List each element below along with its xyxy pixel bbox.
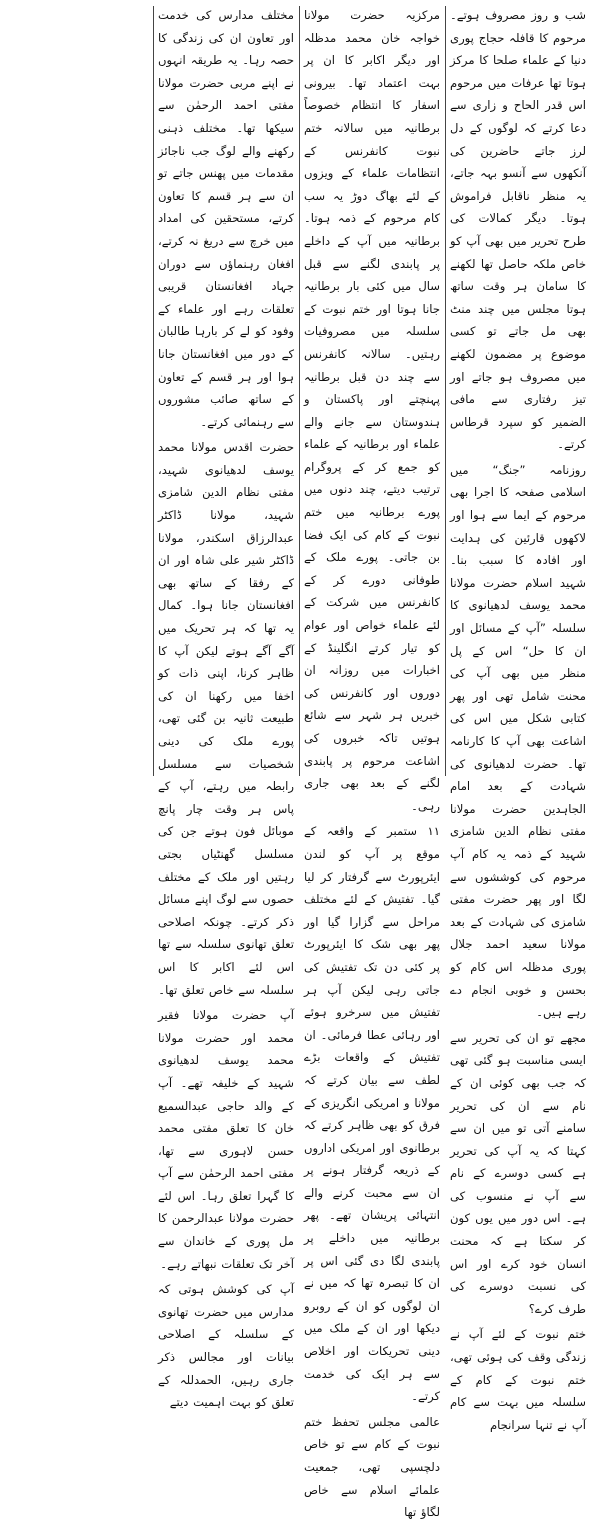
paragraph: عالمی مجلس تحفظ ختم نبوت کے کام سے تو خاص دلچسپی تھی، جمعیت علمائے اسلام سے خاص لگاؤ تھا bbox=[304, 1414, 440, 1520]
paragraph: آپ حضرت مولانا فقیر محمد اور حضرت مولانا محمد یوسف لدھیانوی شہید کے خلیفہ تھے۔ آپ کے والد حاجی عبدالسمیع خان کا تعلق مفتی محمد حسن لاہوری سے تھا، مفتی احمد الرحمٰن سے آپ کا گہرا تعلق رہا۔ اس لئے حضرت مولانا عبدالرحمن کا مل پوری کے خاندان سے آخر تک تعلقات نبھاتے رہے۔ bbox=[158, 1008, 294, 1271]
text-column-2 bbox=[304, 4, 440, 1520]
paragraph: شب و روز مصروف ہوتے۔ مرحوم کا قافلہ حجاج پوری دنیا کے علماء صلحا کا مرکز ہوتا تھا عرفات میں مرحوم اس قدر الحاح و زاری سے دعا کرتے کہ لوگوں کے دل لرز جاتے حاضرین کی آنکھوں سے آنسو بہہ جاتے، یہ منظر ناقابل فراموش ہوتا۔ دیگر کمالات کی طرح تحریر میں بھی آپ کو خاص ملکہ حاصل تھا لکھنے کا سامان ہر وقت ساتھ ہوتا مجلس میں چند منٹ بھی مل جاتے تو کسی موضوع پر مضمون لکھنے میں مصروف ہو جاتے اور تیز رفتاری سے مافی الضمیر کو سپرد قرطاس کرتے۔ bbox=[450, 8, 586, 452]
paragraph: ختم نبوت کے لئے آپ نے زندگی وقف کی ہوئی تھی، ختم نبوت کے کام کے سلسلہ میں بہت سے کام آپ نے تنہا سرانجام bbox=[450, 1327, 586, 1432]
text-column-1 bbox=[450, 4, 586, 1432]
column-divider bbox=[153, 6, 154, 776]
paragraph: روزنامہ ”جنگ“ میں اسلامی صفحہ کا اجرا بھی مرحوم کے ایما سے ہوا اور لاکھوں قارئین کی ہدایت اور افادہ کا سبب بنا۔ شہید اسلام حضرت مولانا محمد یوسف لدھیانوی کا سلسلہ ”آپ کے مسائل اور ان کا حل“ اس کے پل منظر میں بھی آپ کی محنت شامل تھی اور پھر کتابی شکل میں اس کی اشاعت بھی آپ کا کارنامہ تھا۔ حضرت لدھیانوی کی شہادت کے بعد امام الجاہدین حضرت مولانا مفتی نظام الدین شامزی شہید کے ذمہ یہ کام آپ مرحوم کی کوششوں سے لگا اور پھر حضرت مفتی شامزی کی شہادت کے بعد مولانا سعید احمد جلال پوری مدظلہ اس کام کو بحسن و خوبی انجام دے رہے ہیں۔ bbox=[450, 462, 586, 1020]
column-divider bbox=[299, 6, 300, 776]
text-column-4 bbox=[10, 4, 146, 778]
text-column-3 bbox=[158, 4, 294, 1410]
column-divider bbox=[445, 6, 446, 776]
paragraph: آپ کی کوشش ہوتی کہ مدارس میں حضرت تھانوی کے سلسلہ کے اصلاحی بیانات اور مجالس ذکر جاری رہیں، الحمدللہ کے تعلق کو بہت اہمیت دیتے bbox=[158, 1282, 294, 1410]
paragraph: حضرت اقدس مولانا محمد یوسف لدھیانوی شہید، مفتی نظام الدین شامزی شہید، مولانا ڈاکٹر عبدالرزاق اسکندر، مولانا ڈاکٹر شیر علی شاہ اور ان کے رفقا کے ساتھ بھی افغانستان جانا ہوا۔ کمال یہ تھا کہ ہر تحریک میں آگے آگے ہوتے لیکن آپ کا ظاہر کرنا، اپنی ذات کو اخفا میں رکھنا ان کی طبیعت ثانیہ بن گئی تھی، پورے ملک کی دینی شخصیات سے مسلسل رابطہ میں رہتے، آپ کے پاس ہر وقت چار پانچ موبائل فون ہوتے جن کی مسلسل گھنٹیاں بجتی رہتیں اور ملک کے مختلف حصوں سے لوگ اپنے مسائل ذکر کرتے۔ چونکہ اصلاحی تعلق تھانوی سلسلہ سے تھا اس لئے اکابر کا اس سلسلہ سے خاص تعلق تھا۔ bbox=[158, 440, 294, 997]
paragraph: مجھے تو ان کی تحریر سے ایسی مناسبت ہو گئی تھی کہ جب بھی کوئی ان کے نام سے ان کی تحریر سامنے آتی تو میں ان سے کہتا کہ یہ آپ کی تحریر ہے کسی دوسرے کے نام سے آپ نے منسوب کی ہے۔ اس دور میں یوں کون کر سکتا ہے کہ محنت انسان خود کرے اور اس کی نسبت دوسرے کی طرف کرے؟ bbox=[450, 1030, 586, 1316]
paragraph: مختلف مدارس کی خدمت اور تعاون ان کی زندگی کا حصہ رہا۔ یہ طریقہ انہوں نے اپنے مربی حضرت مولانا مفتی احمد الرحمٰن سے سیکھا تھا۔ مختلف ذہنی رکھنے والے لوگ جب ناجائز مقدمات میں پھنس جاتے تو ان سے ہر قسم کا تعاون کرتے، مستحقین کی امداد میں خرچ سے دریغ نہ کرتے، افغان رہنماؤں سے دوران جہاد افغانستان قریبی تعلقات رہے اور علماء کے وفود کو لے کر بارہا طالبان کے دور میں افغانستان جانا ہوا اور ہر قسم کے تعاون کے ساتھ صائب مشوروں سے رہنمائی کرتے۔ bbox=[158, 8, 294, 429]
paragraph: مرکزیہ حضرت مولانا خواجہ خان محمد مدظلہ اور دیگر اکابر کا ان پر بہت اعتماد تھا۔ بیرونی اسفار کا انتظام خصوصاً برطانیہ میں سالانہ ختم نبوت کانفرنس کے انتظامات علماء کے ویزوں کے لئے بھاگ دوڑ یہ سب کام مرحوم کے ذمہ ہوتا۔ برطانیہ میں آپ کے داخلے پر پابندی لگنے سے قبل سال میں کئی بار برطانیہ جانا ہوتا اور ختم نبوت کے سلسلہ میں مصروفیات رہتیں۔ سالانہ کانفرنس سے چند دن قبل برطانیہ پہنچتے اور پاکستان و ہندوستان سے جانے والے علماء اور برطانیہ کے علماء کو جمع کر کے پروگرام ترتیب دیتے، چند دنوں میں پورے برطانیہ میں ختم نبوت کے کام کی ایک فضا بن جاتی۔ پورے ملک کے طوفانی دورے کر کے کانفرنس میں شرکت کے لئے علماء خواص اور عوام کو تیار کرتے انگلینڈ کے اخبارات میں روزانہ ان دوروں اور کانفرنس کی خبریں ہر شہر سے شائع ہوتیں تاکہ خبروں کی اشاعت مرحوم پر پابندی لگنے کے بعد بھی جاری رہی۔ bbox=[304, 8, 440, 813]
paragraph: ۱۱ ستمبر کے واقعہ کے موقع پر آپ کو لندن ایئرپورٹ سے گرفتار کر لیا گیا۔ تفتیش کے لئے مختلف مراحل سے گزارا گیا اور پھر بھی شک کا ایئرپورٹ پر کئی دن تک تفتیش کی جاتی رہی لیکن آپ ہر تفتیش میں سرخرو ہوئے اور رہائی عطا فرمائی۔ ان تفتیش کے واقعات بڑے لطف سے بیان کرتے کہ مولانا و امریکی انگریزی کے فرق کو بھی ظاہر کرتے کہ برطانوی اور امریکی اداروں کے ذریعہ گرفتار ہونے پر ان سے محبت کرنے والے انتہائی پریشان تھے۔ پھر برطانیہ میں داخلے پر پابندی لگا دی گئی اس پر ان کا تبصرہ تھا کہ میں نے ان لوگوں کو ان کے روبرو دیکھا اور ان کے ملک میں دینی تحریکات اور اخلاص سے ہر ایک کی خدمت کرتے۔ bbox=[304, 824, 440, 1404]
